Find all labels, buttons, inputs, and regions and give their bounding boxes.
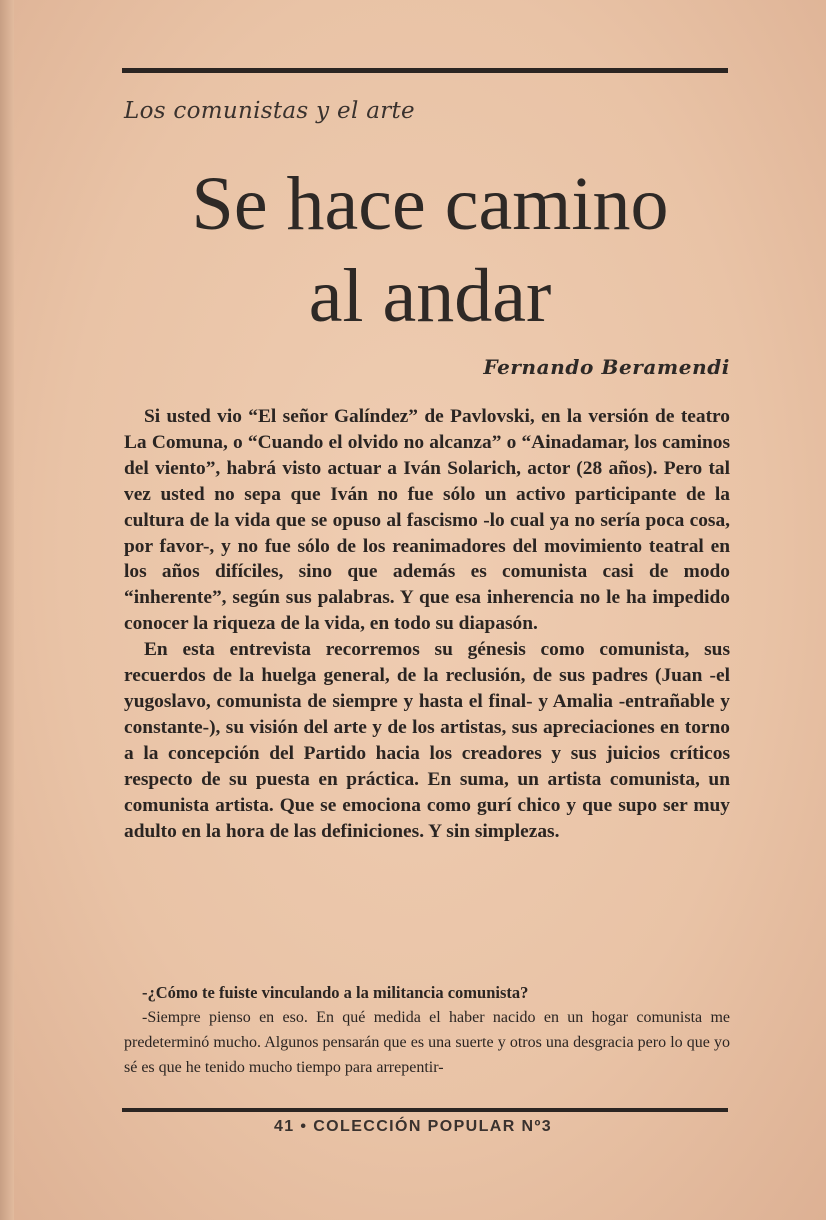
page-spine-shadow <box>0 0 14 1220</box>
headline-line-1: Se hace camino <box>191 162 669 246</box>
interview-question: -¿Cómo te fuiste vinculando a la militancia comunista? <box>142 983 529 1002</box>
interview-answer: -Siempre pienso en eso. En qué medida el haber nacido en un hogar comunista me predeterminó mucho. Algunos pensarán que es una suerte y otros una desgracia pero lo que yo sé es que he tenido mucho tiempo para arrepentir- <box>124 1009 730 1076</box>
lead-text <box>124 404 730 844</box>
section-kicker: Los comunistas y el arte <box>124 98 415 124</box>
author-byline: Fernando Beramendi <box>483 355 730 379</box>
page-footer: 41 • COLECCIÓN POPULAR Nº3 <box>273 1118 553 1135</box>
lead-paragraph-2: En esta entrevista recorremos su génesis como comunista, sus recuerdos de la huelga general, de la reclusión, de sus padres (Juan -el yugoslavo, comunista de siempre y hasta el final- y Amalia -entrañable y constante-), su visión del arte y de los artistas, sus apreciaciones en torno a la concepción del Partido hacia los creadores y sus juicios críticos respecto de su puesta en práctica. En suma, un artista comunista, un comunista artista. Que se emociona como gurí chico y que supo ser muy adulto en la hora de las definiciones. Y sin simplezas. <box>124 639 730 842</box>
lead-paragraph-1: Si usted vio “El señor Galíndez” de Pavlovski, en la versión de teatro La Comuna, o “Cuando el olvido no alcanza” o “Ainadamar, los caminos del viento”, habrá visto actuar a Iván Solarich, actor (28 años). Pero tal vez usted no sepa que Iván no fue sólo un activo participante de la cultura de la vida que se opuso al fascismo -lo cual ya no sería poca cosa, por favor-, y no fue sólo de los reanimadores del movimiento teatral en los años difíciles, sino que además es comunista casi de modo “inherente”, según sus palabras. Y que esa inherencia no le ha impedido conocer la riqueza de la vida, en todo su diapasón. <box>124 406 730 635</box>
headline-line-2: al andar <box>308 254 552 338</box>
bottom-rule <box>122 1108 728 1112</box>
article-headline <box>100 158 760 342</box>
interview-text <box>124 980 730 1080</box>
top-rule <box>122 68 728 73</box>
